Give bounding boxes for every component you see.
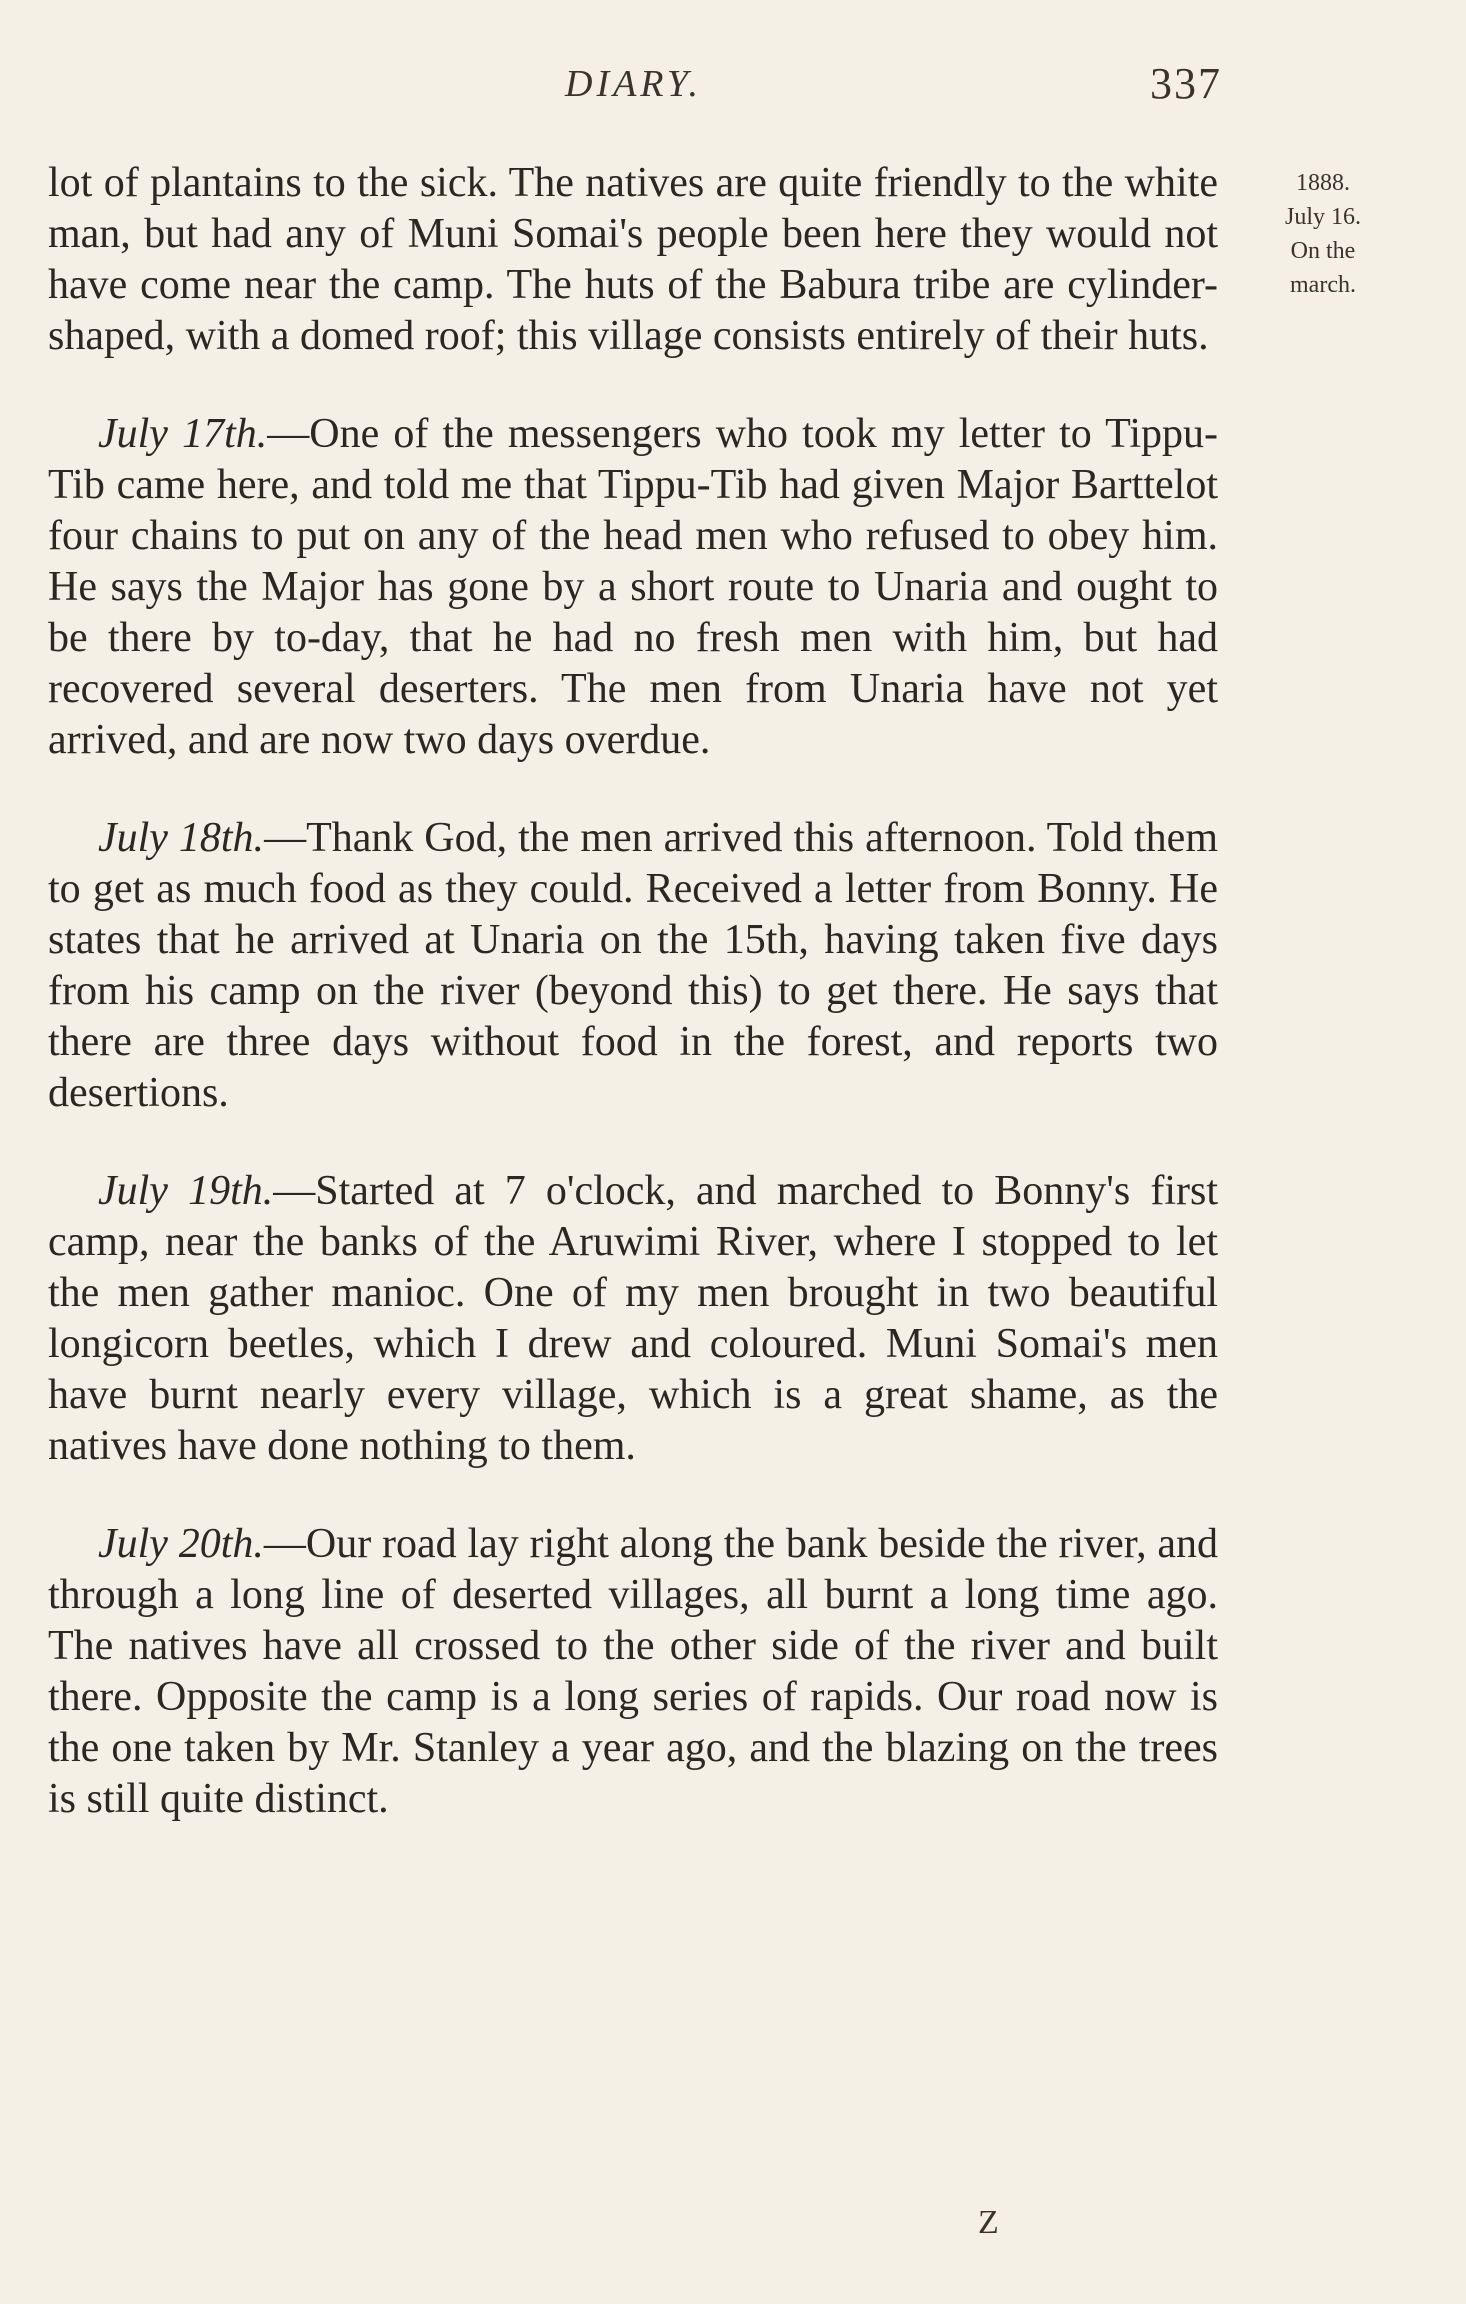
diary-body bbox=[48, 158, 1218, 1872]
entry-text: —Started at 7 o'clock, and marched to Bonny's first camp, near the banks of the Aruwimi River, where I stopped to let the men gather manioc. One of my men brought in two beautiful longicorn beetles, which I drew and coloured. Muni Somai's men have burnt nearly every village, which is a great shame, as the natives have done nothing to them. bbox=[48, 1168, 1218, 1469]
paragraph-continuation bbox=[48, 158, 1218, 362]
paragraph-text: lot of plantains to the sick. The natives are quite friendly to the white man, but had any of Muni Somai's people been here they would not have come near the camp. The huts of the Babura tribe are cylinder-shaped, with a domed roof; this village consists entirely of their huts. bbox=[48, 160, 1218, 359]
running-head bbox=[0, 59, 1466, 122]
entry-date: July 20th. bbox=[98, 1521, 264, 1567]
margin-note-line1: On the bbox=[1290, 238, 1356, 264]
entry-date: July 18th. bbox=[98, 815, 265, 861]
entry-date: July 17th. bbox=[98, 411, 268, 457]
entry-text: —Our road lay right along the bank beside the river, and through a long line of deserted villages, all burnt a long time ago. The natives have all crossed to the other side of the river and built there. Opposite the camp is a long series of rapids. Our road now is the one taken by Mr. Stanley a year ago, and the blazing on the trees is still quite distinct. bbox=[48, 1521, 1218, 1822]
diary-entry-july-17 bbox=[48, 409, 1218, 766]
margin-note bbox=[1258, 166, 1388, 302]
entry-text: —One of the messengers who took my letter to Tippu-Tib came here, and told me that Tippu-Tib had given Major Barttelot four chains to put on any of the head men who refused to obey him. He says the Major has gone by a short route to Unaria and ought to be there by to-day, that he had no fresh men with him, but had recovered several deserters. The men from Unaria have not yet arrived, and are now two days overdue. bbox=[48, 411, 1219, 763]
running-title: DIARY. bbox=[565, 63, 702, 105]
page-number: 337 bbox=[1150, 59, 1222, 108]
diary-entry-july-20 bbox=[48, 1519, 1218, 1825]
margin-note-date: July 16. bbox=[1284, 204, 1361, 230]
diary-entry-july-19 bbox=[48, 1166, 1218, 1472]
margin-note-line2: march. bbox=[1290, 272, 1356, 298]
entry-text: —Thank God, the men arrived this afternoon. Told them to get as much food as they could. Received a letter from Bonny. He states that he arrived at Unaria on the 15th, having taken five days from his camp on the river (beyond this) to get there. He says that there are three days without food in the forest, and reports two desertions. bbox=[48, 815, 1218, 1116]
margin-note-year: 1888. bbox=[1296, 170, 1350, 196]
entry-date: July 19th. bbox=[98, 1168, 274, 1214]
diary-entry-july-18 bbox=[48, 813, 1218, 1119]
signature-mark: Z bbox=[978, 2204, 999, 2241]
